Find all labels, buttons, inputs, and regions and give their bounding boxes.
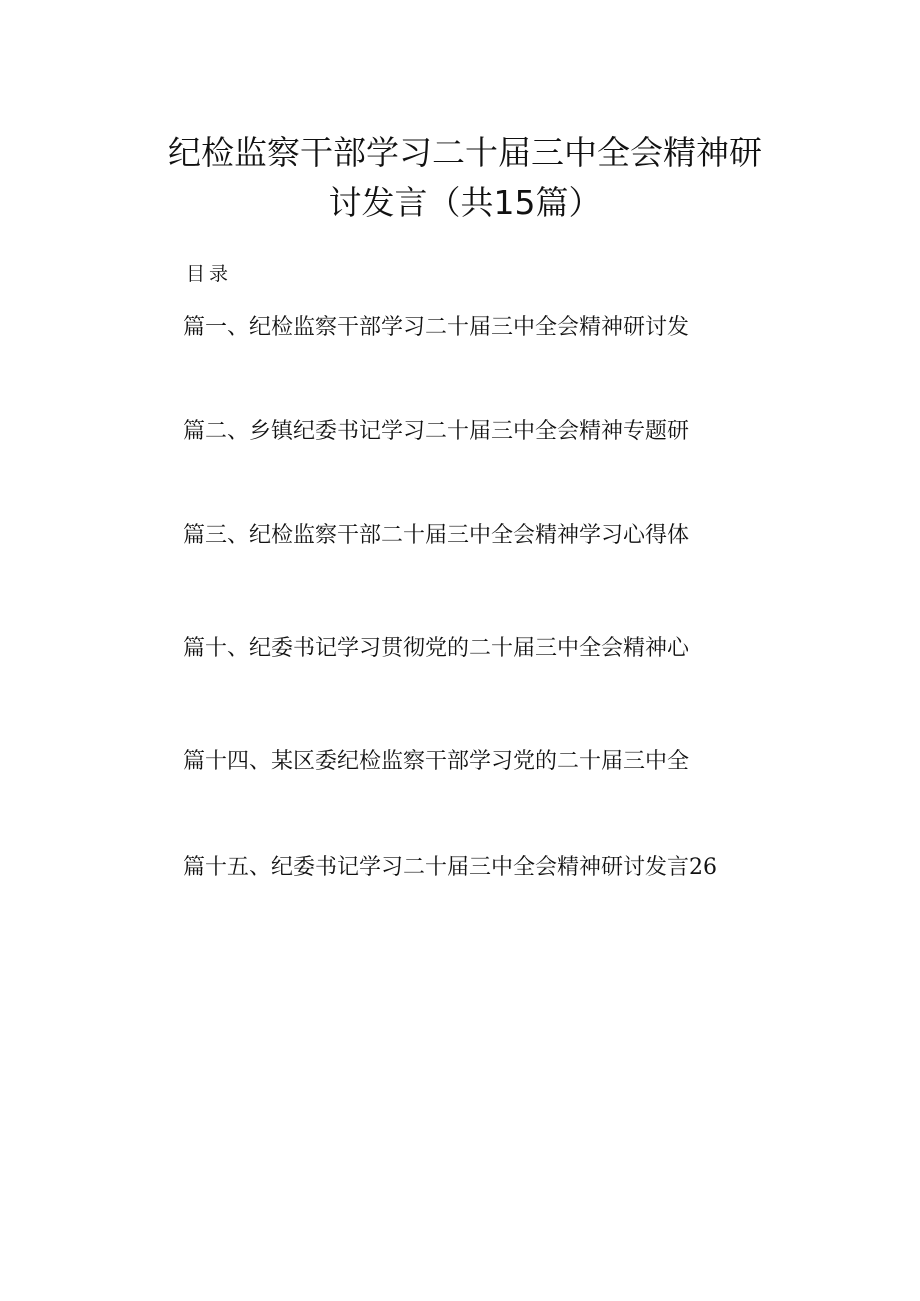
toc-item-label: 篇二、乡镇纪委书记学习二十届三中全会精神专题研 <box>183 419 690 444</box>
title-line-2: 讨发言（共15篇） <box>328 183 602 222</box>
document-title <box>140 128 790 228</box>
toc-item-label: 篇十、纪委书记学习贯彻党的二十届三中全会精神心 <box>183 636 690 661</box>
toc-item[interactable] <box>183 521 689 551</box>
toc-item[interactable] <box>183 747 689 777</box>
toc-item-label: 篇十四、某区委纪检监察干部学习党的二十届三中全 <box>183 749 690 774</box>
toc-item[interactable] <box>183 634 689 664</box>
title-line-1: 纪检监察干部学习二十届三中全会精神研 <box>168 133 762 172</box>
toc-item-label: 篇三、纪检监察干部二十届三中全会精神学习心得体 <box>183 523 690 548</box>
toc-heading: 目录 <box>186 263 233 285</box>
toc-item[interactable] <box>183 417 689 447</box>
toc-item-label: 篇一、纪检监察干部学习二十届三中全会精神研讨发 <box>183 315 690 340</box>
toc-item[interactable] <box>183 313 689 343</box>
toc-item[interactable] <box>183 853 717 883</box>
toc-item-page: 26 <box>689 855 718 880</box>
toc-item-label: 篇十五、纪委书记学习二十届三中全会精神研讨发言 <box>183 855 690 880</box>
